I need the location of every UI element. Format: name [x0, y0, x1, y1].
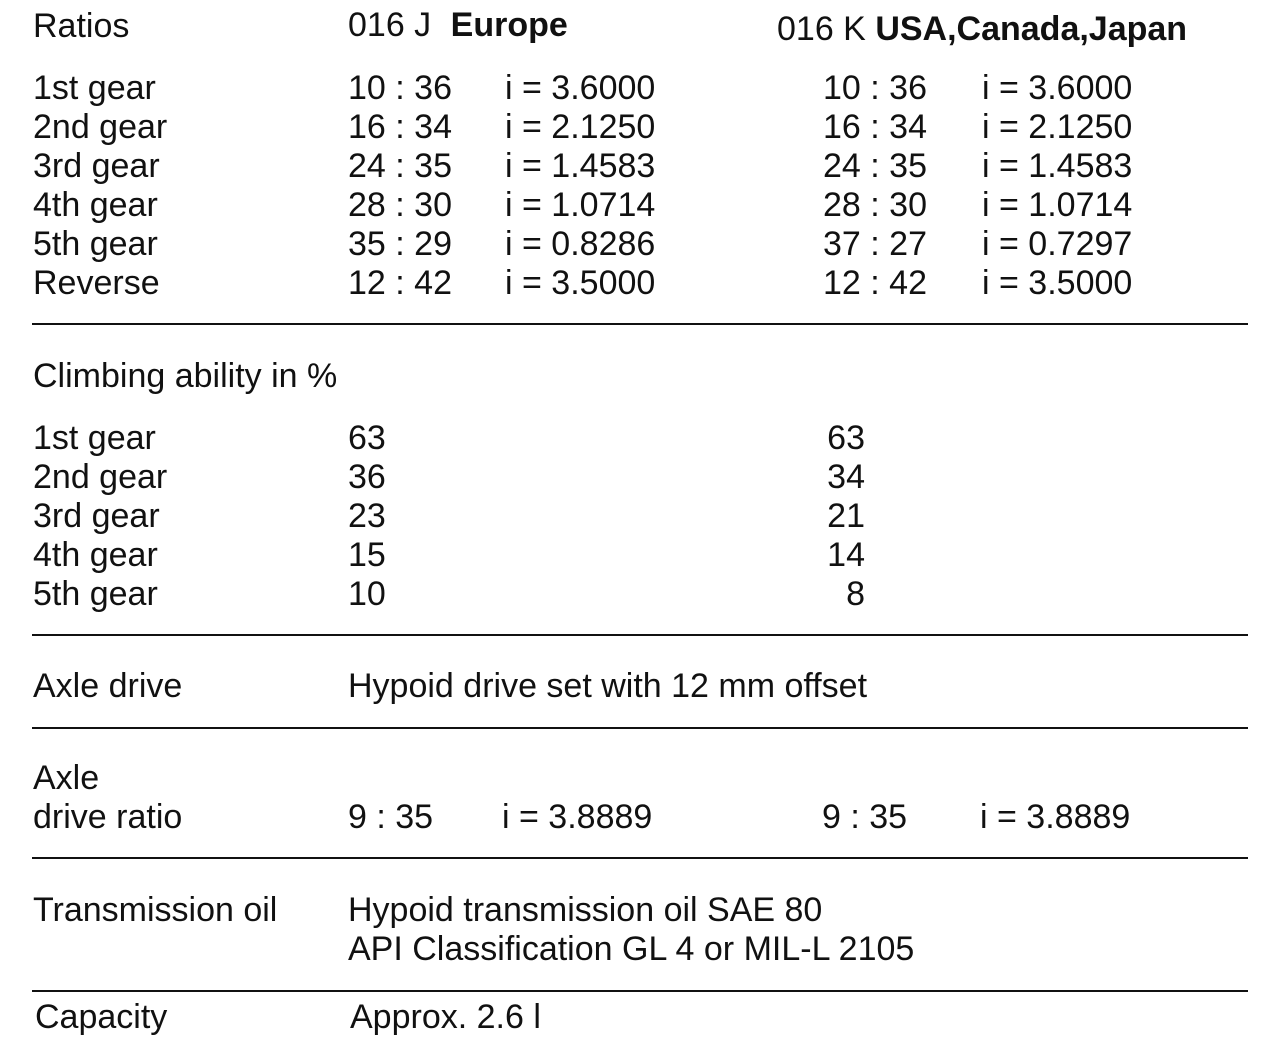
usa-ratio: 10 : 36 — [823, 69, 927, 107]
usa-ratio: 24 : 35 — [823, 147, 927, 185]
europe-ratio: 12 : 42 — [348, 264, 452, 302]
usa-i-value: i = 3.6000 — [982, 69, 1133, 107]
gear-label: 3rd gear — [33, 497, 160, 535]
gear-label: 3rd gear — [33, 147, 160, 185]
usa-ratio: 12 : 42 — [823, 264, 927, 302]
europe-i-value: i = 2.1250 — [505, 108, 656, 146]
europe-climb-value: 15 — [348, 536, 386, 574]
transmission-oil-line2: API Classification GL 4 or MIL-L 2105 — [348, 930, 915, 968]
europe-climb-value: 36 — [348, 458, 386, 496]
usa-climb-value: 63 — [827, 419, 865, 457]
europe-ratio: 10 : 36 — [348, 69, 452, 107]
usa-column-header — [777, 10, 1187, 49]
table-row — [0, 108, 1264, 147]
table-row — [0, 419, 1264, 458]
table-row — [0, 575, 1264, 614]
europe-i-value: i = 3.5000 — [505, 264, 656, 302]
gear-label: 2nd gear — [33, 108, 168, 146]
axle-ratio-row — [0, 798, 1264, 837]
usa-climb-value: 14 — [827, 536, 865, 574]
gear-label: 1st gear — [33, 419, 156, 457]
transmission-oil-row — [0, 891, 1264, 930]
climbing-heading: Climbing ability in % — [33, 357, 338, 395]
europe-ratio: 35 : 29 — [348, 225, 452, 263]
gear-label: 2nd gear — [33, 458, 168, 496]
divider — [32, 857, 1248, 859]
usa-i-value: i = 1.0714 — [982, 186, 1133, 224]
usa-axle-ratio: 9 : 35 — [822, 798, 908, 836]
europe-ratio: 24 : 35 — [348, 147, 452, 185]
divider — [32, 990, 1248, 992]
axle-drive-row — [0, 667, 1264, 706]
usa-climb-value: 34 — [827, 458, 865, 496]
europe-climb-value: 63 — [348, 419, 386, 457]
ratios-heading: Ratios — [33, 7, 130, 45]
usa-ratio: 37 : 27 — [823, 225, 927, 263]
capacity-label: Capacity — [35, 998, 168, 1036]
europe-code: 016 J — [348, 6, 432, 44]
europe-i-value: i = 3.6000 — [505, 69, 656, 107]
usa-i-value: i = 1.4583 — [982, 147, 1133, 185]
table-row — [0, 458, 1264, 497]
europe-ratio: 28 : 30 — [348, 186, 452, 224]
divider — [32, 727, 1248, 729]
europe-axle-ratio: 9 : 35 — [348, 798, 434, 836]
europe-i-value: i = 1.4583 — [505, 147, 656, 185]
usa-climb-value: 21 — [827, 497, 865, 535]
europe-axle-i-value: i = 3.8889 — [502, 798, 653, 836]
table-row — [0, 69, 1264, 108]
europe-region: Europe — [450, 6, 568, 44]
table-row — [0, 147, 1264, 186]
table-row — [0, 536, 1264, 575]
usa-ratio: 16 : 34 — [823, 108, 927, 146]
axle-ratio-label-line2: drive ratio — [33, 798, 183, 836]
table-row — [0, 264, 1264, 303]
usa-ratio: 28 : 30 — [823, 186, 927, 224]
usa-climb-value: 8 — [846, 575, 865, 613]
transmission-oil-label: Transmission oil — [33, 891, 278, 929]
usa-i-value: i = 0.7297 — [982, 225, 1133, 263]
table-row — [0, 186, 1264, 225]
divider — [32, 323, 1248, 325]
usa-i-value: i = 3.5000 — [982, 264, 1133, 302]
europe-climb-value: 10 — [348, 575, 386, 613]
usa-region: USA,Canada,Japan — [875, 10, 1188, 48]
capacity-value: Approx. 2.6 l — [350, 998, 541, 1036]
gear-label: 5th gear — [33, 225, 158, 263]
usa-axle-i-value: i = 3.8889 — [980, 798, 1131, 836]
axle-ratio-label-line1: Axle — [33, 759, 100, 797]
europe-column-header — [348, 6, 568, 45]
table-row — [0, 497, 1264, 536]
gear-label: 1st gear — [33, 69, 156, 107]
usa-i-value: i = 2.1250 — [982, 108, 1133, 146]
europe-i-value: i = 0.8286 — [505, 225, 656, 263]
table-row — [0, 225, 1264, 264]
europe-i-value: i = 1.0714 — [505, 186, 656, 224]
europe-ratio: 16 : 34 — [348, 108, 452, 146]
axle-drive-value: Hypoid drive set with 12 mm offset — [348, 667, 868, 705]
axle-drive-label: Axle drive — [33, 667, 183, 705]
usa-code: 016 K — [777, 10, 866, 48]
gear-label: 5th gear — [33, 575, 158, 613]
divider — [32, 634, 1248, 636]
gear-label: 4th gear — [33, 536, 158, 574]
transmission-oil-line1: Hypoid transmission oil SAE 80 — [348, 891, 823, 929]
gear-label: Reverse — [33, 264, 160, 302]
capacity-row — [0, 998, 1264, 1037]
europe-climb-value: 23 — [348, 497, 386, 535]
gear-label: 4th gear — [33, 186, 158, 224]
